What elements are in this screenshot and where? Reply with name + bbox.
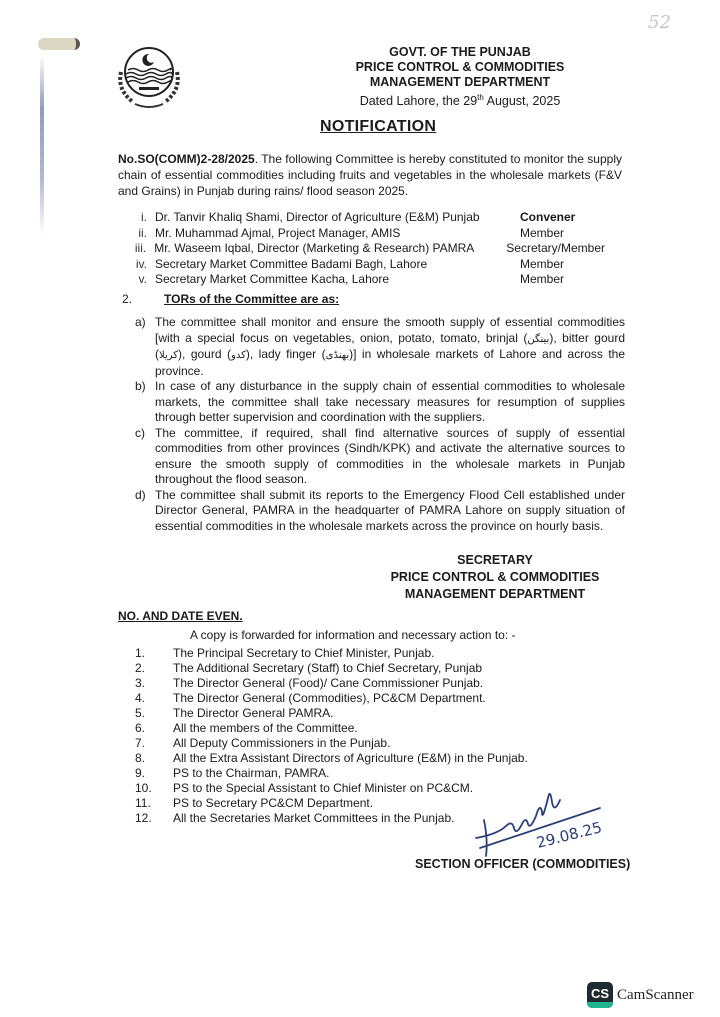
copy-item <box>135 706 528 721</box>
copy-number: 2. <box>135 661 146 675</box>
tor-item <box>135 315 625 379</box>
member-row <box>125 257 605 273</box>
copy-recipient: The Director General PAMRA. <box>173 706 334 720</box>
member-name: Mr. Muhammad Ajmal, Project Manager, AMIS <box>155 225 401 240</box>
member-row <box>125 210 605 226</box>
intro-text: . The following Committee is hereby constituted to monitor the supply chain of essential commodities including fruits and vegetables in the wholesale markets (F&V and Grains) in Punjab during rains/ flood season 2025. <box>118 152 622 198</box>
tor-label: d) <box>135 487 146 502</box>
signature-date: 29.08.25 <box>534 818 604 852</box>
punjab-govt-emblem <box>113 42 185 112</box>
urdu-lady-finger: بھنڈی <box>325 350 350 361</box>
copy-item <box>135 691 528 706</box>
tor-text-part: ), gourd ( <box>178 347 231 361</box>
urdu-bitter-gourd: کریلا <box>159 350 179 361</box>
forward-text: A copy is forwarded for information and necessary action to: - <box>190 628 516 642</box>
tor-text: The committee shall submit its reports to the Emergency Flood Cell established under Director General, PAMRA in the headquarter of PAMRA Lahore on supply situation of essential commodities in the wholesale markets across the province on hourly basis. <box>155 487 625 533</box>
copy-recipient: PS to the Special Assistant to Chief Minister on PC&CM. <box>173 781 474 795</box>
urdu-brinjal: بینگن <box>527 333 550 345</box>
copy-recipient: The Director General (Food)/ Cane Commissioner Punjab. <box>173 676 484 690</box>
copy-item <box>135 811 528 826</box>
copy-recipient: All Deputy Commissioners in the Punjab. <box>173 736 391 750</box>
copy-number: 10. <box>135 781 152 795</box>
tor-item <box>135 379 625 426</box>
page-number-mark: 52 <box>648 12 671 33</box>
copy-item <box>135 646 528 661</box>
member-name: Mr. Waseem Iqbal, Director (Marketing & Research) PAMRA <box>154 241 475 255</box>
signatory-title: SECTION OFFICER (COMMODITIES) <box>415 857 631 871</box>
tor-item <box>135 426 625 488</box>
copy-recipient: All the Secretaries Market Committees in the Punjab. <box>173 811 455 825</box>
copy-number: 12. <box>135 811 152 825</box>
tors-list <box>135 315 625 534</box>
copy-recipient: All the members of the Committee. <box>173 721 358 735</box>
endorsement-heading: NO. AND DATE EVEN. <box>118 609 243 623</box>
tor-text-part: ), bitter gourd ( <box>155 330 625 361</box>
member-role: Member <box>520 256 565 271</box>
secretary-title: SECRETARY <box>457 553 533 567</box>
member-role: Member <box>520 272 565 286</box>
camscanner-badge-text: CS <box>590 985 610 1001</box>
copy-recipient: The Principal Secretary to Chief Minister, Punjab. <box>173 646 435 660</box>
secretary-signature-block <box>370 552 620 603</box>
tor-label: b) <box>135 379 146 393</box>
copy-recipient: All the Extra Assistant Directors of Agriculture (E&M) in the Punjab. <box>173 751 528 765</box>
camscanner-text: CamScanner <box>617 986 694 1003</box>
member-number: ii. <box>138 225 147 240</box>
member-number: iv. <box>135 256 147 271</box>
copy-item <box>135 676 528 691</box>
member-number: iii. <box>134 241 147 255</box>
member-role: Secretary/Member <box>506 241 605 255</box>
copy-item <box>135 736 528 751</box>
member-row <box>125 226 605 242</box>
copy-item <box>135 661 528 676</box>
member-row <box>125 272 605 288</box>
copy-number: 3. <box>135 676 146 690</box>
secretary-dept-line2: MANAGEMENT DEPARTMENT <box>404 587 586 601</box>
copy-number: 6. <box>135 721 146 735</box>
handwritten-signature <box>470 790 630 860</box>
notification-title: NOTIFICATION <box>320 118 437 135</box>
tor-text-part: )] in wholesale markets of Lahore and across the province. <box>155 347 626 378</box>
copy-number: 4. <box>135 691 146 705</box>
urdu-gourd: کدو <box>231 350 246 361</box>
secretary-dept-line1: PRICE CONTROL & COMMODITIES <box>390 570 600 584</box>
tor-text-part: ), lady finger ( <box>245 347 326 361</box>
tors-heading-text: TORs of the Committee are as: <box>164 292 340 306</box>
copy-item <box>135 796 528 811</box>
date-ordinal: th <box>477 93 484 102</box>
tor-label: c) <box>135 425 145 440</box>
member-number: v. <box>138 272 147 286</box>
date-suffix: August, 2025 <box>483 94 561 109</box>
copy-recipient: The Director General (Commodities), PC&CM Department. <box>173 691 486 705</box>
letterhead-dept-line2: MANAGEMENT DEPARTMENT <box>369 75 551 89</box>
member-number: i. <box>141 210 147 224</box>
copy-recipient: PS to the Chairman, PAMRA. <box>173 766 330 780</box>
copy-number: 5. <box>135 706 146 720</box>
copy-item <box>135 751 528 766</box>
tor-text <box>155 315 625 379</box>
copy-number: 1. <box>135 646 146 660</box>
intro-paragraph <box>118 151 622 199</box>
committee-members <box>125 210 605 288</box>
member-row <box>125 241 605 257</box>
copy-item <box>135 781 528 796</box>
camscanner-logo-icon <box>587 982 613 1008</box>
copy-recipient: PS to Secretary PC&CM Department. <box>173 796 374 810</box>
tor-text: The committee, if required, shall find alternative sources of supply of essential commodities from other provinces (Sindh/KPK) and activate the alternative sources to ensure the smooth supply of commodities in the wholesale markets in Punjab throughout the flood season. <box>155 425 625 486</box>
member-name: Secretary Market Committee Badami Bagh, Lahore <box>155 256 428 271</box>
copy-number: 8. <box>135 751 146 765</box>
member-name: Dr. Tanvir Khaliq Shami, Director of Agriculture (E&M) Punjab <box>155 210 480 224</box>
member-name: Secretary Market Committee Kacha, Lahore <box>155 272 390 286</box>
tor-text: In case of any disturbance in the supply chain of essential commodities to wholesale markets, the committee shall take necessary measures for resumption of supplies through better supervision and coordination with the suppliers. <box>155 379 625 424</box>
copy-item <box>135 721 528 736</box>
copy-number: 9. <box>135 766 146 780</box>
member-role: Convener <box>520 210 576 224</box>
copy-list <box>135 646 528 826</box>
section-number: 2. <box>122 292 133 306</box>
camscanner-watermark <box>587 982 694 1008</box>
copy-number: 11. <box>135 796 151 810</box>
tor-text-part: The committee shall monitor and ensure the smooth supply of essential commodities [with a special focus on vegetables, onion, potato, tomato, brinjal ( <box>155 315 625 345</box>
copy-item <box>135 766 528 781</box>
letterhead <box>330 45 590 109</box>
letterhead-dept-line1: PRICE CONTROL & COMMODITIES <box>355 60 565 74</box>
copy-recipient: The Additional Secretary (Staff) to Chief Secretary, Punjab <box>173 661 483 675</box>
issue-date <box>330 90 590 109</box>
tor-item <box>135 488 625 535</box>
date-prefix: Dated Lahore, the 29 <box>359 94 478 109</box>
tor-label: a) <box>135 315 146 329</box>
member-role: Member <box>520 225 565 240</box>
copy-number: 7. <box>135 736 146 750</box>
binder-clip <box>38 38 80 50</box>
page-edge-shadow <box>40 55 44 235</box>
letterhead-govt: GOVT. OF THE PUNJAB <box>389 45 531 59</box>
tors-heading <box>122 292 339 306</box>
reference-number: No.SO(COMM)2-28/2025 <box>118 152 255 166</box>
